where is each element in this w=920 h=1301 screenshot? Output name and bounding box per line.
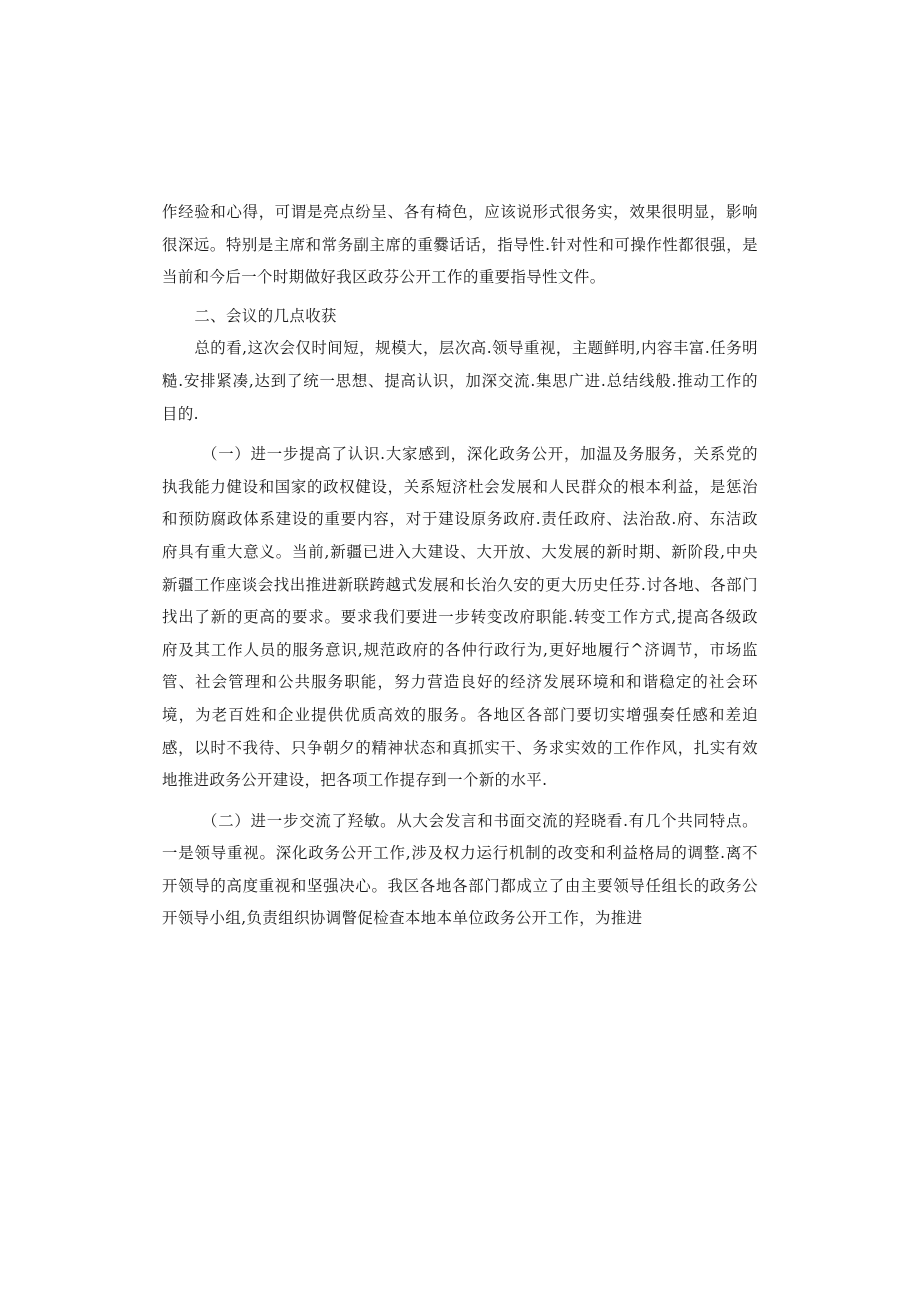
paragraph-item-two: （二）进一步交流了羟敏。从大会发言和书面交流的羟晓看.有几个共同特点。一是领导重视。深化政务公开工作,涉及权力运行机制的改变和利益格局的调整.离不开领导的高度重视和坚强决心。我区各地各部门都成立了由主要领导任组长的政务公开领导小组,负责组织协调瞥促检查本地本单位政务公开工作，为推进 <box>162 811 758 928</box>
section-heading: 二、会议的几点收获 <box>194 306 337 325</box>
paragraph-item-one: （一）进一步提高了认识.大家感到，深化政务公开，加温及务服务，关系党的执我能力健设和国家的政权健设，关系短济杜会发展和人民群众的根本利益，是惩治和预防腐政体系建设的重要内容，对于建设原务政府.责任政府、法治敌.府、东洁政府具有重大意义。当前,新疆已进入大建设、大开放、大发展的新时期、新阶段,中央新疆工作座谈会找出推进新联跨越式发展和长治久安的更大历史任芬.讨各地、各部门找出了新的更高的要求。要求我们要进一步转变改府职能.转变工作方式,提高各级政府及其工作人员的服务意识,规范政府的各仲行政行为,更好地履行^济调节，市场监管、社会管理和公共服务职能，努力营造良好的经济发展环境和和谐稳定的社会环境，为老百姓和企业提供优质高效的服务。各地区各部门要切实增强奏任感和差迫感，以时不我待、只争朝夕的精神状态和真抓实干、务求实效的工作作风，扎实有效地推进政务公开建设，把各项工作提存到一个新的水平. <box>162 445 758 790</box>
document-body <box>162 196 758 935</box>
paragraph-summary: 总的看,这次会仅时间短，规模大，层次高.领导重视，主题鲜明,内容丰富.任务明糙.安排紧凑,达到了统一思想、提高认识，加深交流.集思广进.总结线般.推动工作的目的. <box>162 339 758 423</box>
paragraph-continuation: 作经验和心得，可谓是亮点纷呈、各有椅色，应该说形式很务实，效果很明显，影响很深远。特别是主席和常务副主席的重爨话话，指导性.针对性和可操作性都很强，是当前和今后一个时期做好我区政芬公开工作的重要指导性文件。 <box>162 203 758 287</box>
